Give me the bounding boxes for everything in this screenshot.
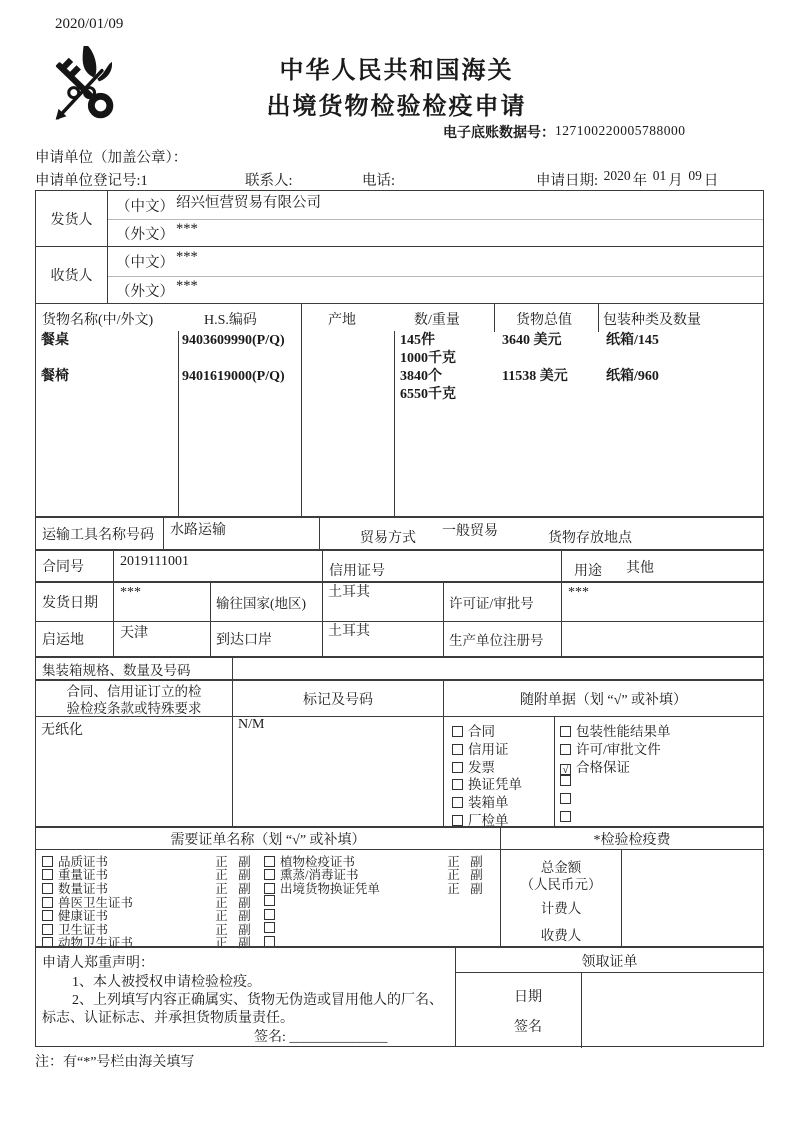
checkbox-lc [452,744,463,755]
apply-date-line [536,169,718,190]
cert-label: 数量证书 [58,881,109,896]
doc-label: 合同 [468,724,495,739]
goods-row1-qty-count: 145件 [400,333,435,348]
month-unit: 月 [668,173,683,189]
checkbox-empty [560,775,571,786]
cert-item [264,908,488,922]
fee-collector-label: 收费人 [540,928,582,943]
contract-no-label: 合同号 [36,551,114,581]
declaration-item1: 1、本人被授权申请检验检疫。 [72,975,261,990]
lc-no-cell [323,551,562,581]
declaration-cell [36,948,456,1046]
attached-docs-cell [444,717,763,826]
declaration-item2b: 标志、认证标志、并承担货物质量责任。 [42,1011,294,1026]
copy-label: 副 [470,868,483,883]
departure-value: 天津 [120,626,148,641]
goods-header [36,303,763,332]
doc-checkbox-item [452,756,522,774]
doc-label: 厂检单 [468,812,509,828]
doc-checkbox-item [560,809,671,827]
pickup-date-label: 日期 [514,990,542,1005]
doc-checkbox-item [452,738,522,756]
producer-reg-label: 生产单位注册号 [444,622,562,656]
phone-label: 电话: [362,173,396,189]
goods-col-hs: H.S.编码 [204,313,257,328]
doc-checkbox-item [452,791,522,809]
clauses-body-row [36,716,763,826]
contact-line [245,169,293,190]
copy-label: 副 [238,909,251,924]
doc-label: 发票 [468,759,495,775]
goods-col-name: 货物名称(中/外文) [42,313,154,328]
goods-col-pkg: 包装种类及数量 [603,313,701,328]
goods-row2-name: 餐椅 [41,369,69,384]
marks-value-cell [233,717,444,826]
phone-line [362,169,395,190]
fee-calculator-label: 计费人 [540,901,582,916]
cert-label: 健康证书 [58,909,109,924]
trade-mode-label: 贸易方式 [360,531,416,546]
certs-body-row [36,849,763,951]
eaccount-value: 127100220005788000 [555,123,686,138]
contract-row [36,549,763,581]
arrival-port-cell [323,622,444,656]
orig-label: 正 [447,868,460,883]
copy-label: 副 [470,881,483,896]
cert-label: 卫生证书 [58,922,109,937]
cert-label: 熏蒸/消毒证书 [280,868,359,883]
marks-value: N/M [238,717,265,732]
form-title: 中华人民共和国海关 [279,58,514,84]
declaration-row [36,946,763,1046]
attached-docs-header: 随附单据（划 “√” 或补填） [519,692,688,708]
goods-row1-name: 餐桌 [41,333,69,348]
apply-date-month: 01 [652,168,667,183]
certs-col2 [264,854,488,949]
doc-label: 许可/审批文件 [576,741,661,757]
orig-label: 正 [215,895,228,910]
arrival-port-label: 到达口岸 [211,622,323,656]
cert-label: 兽医卫生证书 [58,895,134,910]
container-value-cell [233,658,763,679]
doc-checkbox-item [452,720,522,738]
dest-country-value: 土耳其 [328,585,370,600]
trade-storage-cell [320,518,763,549]
chinese-name-label: （中文） [116,255,174,271]
contract-no-value: 2019111001 [120,554,189,569]
checkbox-exchange-voucher [264,883,275,894]
applicant-unit-line [35,146,187,167]
day-unit: 日 [703,173,719,189]
use-cell [562,551,763,581]
goods-row1-qty-weight: 1000千克 [400,351,456,366]
applicant-reg-value: 1 [140,173,148,189]
checkbox-factory-inspection [452,815,463,826]
checkbox-contract [452,726,463,737]
checkbox-permit-docs [560,744,571,755]
eaccount-label: 电子底账数据号： [443,126,555,141]
marks-header: 标记及号码 [233,681,444,716]
goods-col-qty: 数/重量 [414,313,460,328]
doc-checkbox-item [560,791,671,809]
orig-label: 正 [215,936,228,951]
doc-checkbox-item [560,773,671,791]
clauses-header-line1: 合同、信用证订立的检 [66,684,202,699]
fee-total-unit-label: （人民币元） [520,877,602,892]
clause-value-cell [36,717,233,826]
consignor-content [108,191,763,246]
apply-date-day: 09 [688,168,702,183]
main-form-table [35,190,764,1047]
ship-date-cell [114,583,211,621]
departure-cell [114,622,211,656]
consignor-cn-value: 绍兴恒营贸易有限公司 [176,194,321,211]
chinese-name-label: （中文） [116,198,174,215]
copy-label: 副 [238,881,251,896]
contact-label: 联系人: [245,173,293,189]
consignee-row [36,246,763,303]
pickup-title: 领取证单 [581,955,638,970]
checkbox-packaging-result [560,726,571,737]
orig-label: 正 [215,868,228,883]
foreign-name-label: （外文） [116,283,174,300]
fee-total-label: 总金额 [540,860,582,875]
goods-row2-value: 11538 美元 [502,369,568,384]
ship-date-value: *** [120,585,141,600]
fee-cell [501,850,763,946]
apply-date-label: 申请日期: [536,173,599,189]
copy-label: 副 [470,854,483,869]
consignee-label: 收货人 [36,247,108,303]
clauses-header-line2: 验检疫条款或特殊要求 [66,701,202,716]
doc-label: 换证凭单 [468,777,522,793]
doc-checkbox-item [452,773,522,791]
container-label: 集装箱规格、数量及号码 [36,658,233,679]
doc-label: 合格保证 [576,759,630,775]
consignee-cn-row [108,247,763,277]
transport-value-cell [164,518,320,549]
print-date: 2020/01/09 [55,16,124,32]
consignee-cn-value: *** [176,249,198,265]
dest-country-cell [323,583,444,621]
permit-no-cell [562,583,763,621]
cert-item [264,881,488,895]
attached-docs-col1 [452,720,522,827]
producer-reg-cell [562,622,763,656]
checkbox-invoice [452,762,463,773]
departure-row [36,621,763,656]
goods-row1-pkg: 纸箱/145 [606,333,659,348]
doc-checkbox-item [560,738,671,756]
applicant-reg-line [35,169,148,190]
form-subtitle: 出境货物检验检疫申请 [266,94,527,120]
checkbox-empty [264,922,275,933]
container-row [36,656,763,679]
transport-row [36,516,763,549]
goods-row2-pkg: 纸箱/960 [606,369,659,384]
goods-row2-qty-weight: 6550千克 [400,387,456,402]
clause-value: 无纸化 [41,723,83,738]
declaration-item2a: 2、上列填写内容正确属实、货物无伪造或冒用他人的厂名、 [72,993,443,1008]
doc-checkbox-item [452,809,522,827]
cert-label: 动物卫生证书 [58,936,134,951]
shipping-date-row [36,581,763,621]
copy-label: 副 [238,936,251,951]
permit-no-value: *** [568,585,589,600]
cert-label: 植物检疫证书 [280,854,356,869]
pickup-signature-label: 签名 [514,1020,542,1035]
copy-label: 副 [238,868,251,883]
orig-label: 正 [215,922,228,937]
checkbox-voucher [452,779,463,790]
transport-value: 水路运输 [170,523,226,538]
declaration-title: 申请人郑重声明： [42,956,154,971]
goods-body [36,331,763,516]
use-value: 其他 [626,561,654,576]
doc-label: 信用证 [468,741,509,757]
applicant-unit-label: 申请单位（加盖公章）： [35,150,188,166]
orig-label: 正 [215,909,228,924]
arrival-port-value: 土耳其 [328,624,370,639]
dest-country-label: 输往国家(地区) [211,583,323,621]
consignor-label: 发货人 [36,191,108,246]
checkbox-quality-guarantee: √ [560,764,571,775]
consignee-fn-value: *** [176,277,198,294]
goods-row2-hs: 9401619000(P/Q) [182,369,285,384]
checkbox-empty [264,909,275,920]
checkbox-empty [560,793,571,804]
checkbox-packing-list [452,797,463,808]
transport-label: 运输工具名称号码 [36,518,164,549]
declaration-signature-line: 签名: ______________ [254,1030,388,1045]
certs-col1 [42,854,256,949]
certs-cell [36,850,501,951]
clauses-header-row [36,679,763,716]
doc-checkbox-item [560,756,671,774]
fee-header: *检验检疫费 [593,832,671,848]
goods-row2-qty-count: 3840个 [400,369,442,384]
footer-note: 注：有“*”号栏由海关填写 [35,1055,195,1070]
pickup-cell [456,948,763,1046]
goods-col-value: 货物总值 [516,313,572,328]
certs-header-row [36,826,763,849]
doc-checkbox-item [560,720,671,738]
goods-row1-value: 3640 美元 [502,333,562,348]
clauses-header [36,681,233,716]
storage-location-label: 货物存放地点 [548,531,632,546]
orig-label: 正 [215,854,228,869]
consignor-fn-row [108,220,763,246]
apply-date-year: 2020 [603,168,631,183]
consignee-fn-row [108,277,763,303]
ship-date-label: 发货日期 [36,583,114,621]
consignor-cn-row [108,191,763,220]
copy-label: 副 [238,922,251,937]
checkbox-empty [264,895,275,906]
goods-row1-hs: 9403609990(P/Q) [182,333,285,348]
use-label: 用途 [574,564,602,579]
consignor-row [36,191,763,246]
doc-label: 装箱单 [468,795,509,811]
certs-header: 需要证单名称（划 “√” 或补填） [36,828,501,849]
orig-label: 正 [447,881,460,896]
goods-col-origin: 产地 [328,313,356,328]
trade-mode-value: 一般贸易 [442,524,498,539]
doc-label: 包装性能结果单 [576,724,671,739]
orig-label: 正 [215,881,228,896]
eaccount-line [443,122,686,142]
year-unit: 年 [632,173,648,189]
foreign-name-label: （外文） [116,226,174,243]
departure-label: 启运地 [36,622,114,656]
checkbox-empty [560,811,571,822]
contract-no-cell [114,551,323,581]
orig-label: 正 [447,854,460,869]
permit-no-label: 许可证/审批号 [444,583,562,621]
cert-label: 出境货物换证凭单 [280,881,381,896]
copy-label: 副 [238,895,251,910]
lc-no-label: 信用证号 [329,564,385,579]
attached-docs-col2 [560,720,671,827]
consignee-content [108,247,763,303]
applicant-reg-label: 申请单位登记号: [35,173,141,189]
cert-label: 品质证书 [58,854,109,869]
copy-label: 副 [238,854,251,869]
consignor-fn-value: *** [176,220,198,237]
cert-item [264,922,488,936]
cert-label: 重量证书 [58,868,109,883]
